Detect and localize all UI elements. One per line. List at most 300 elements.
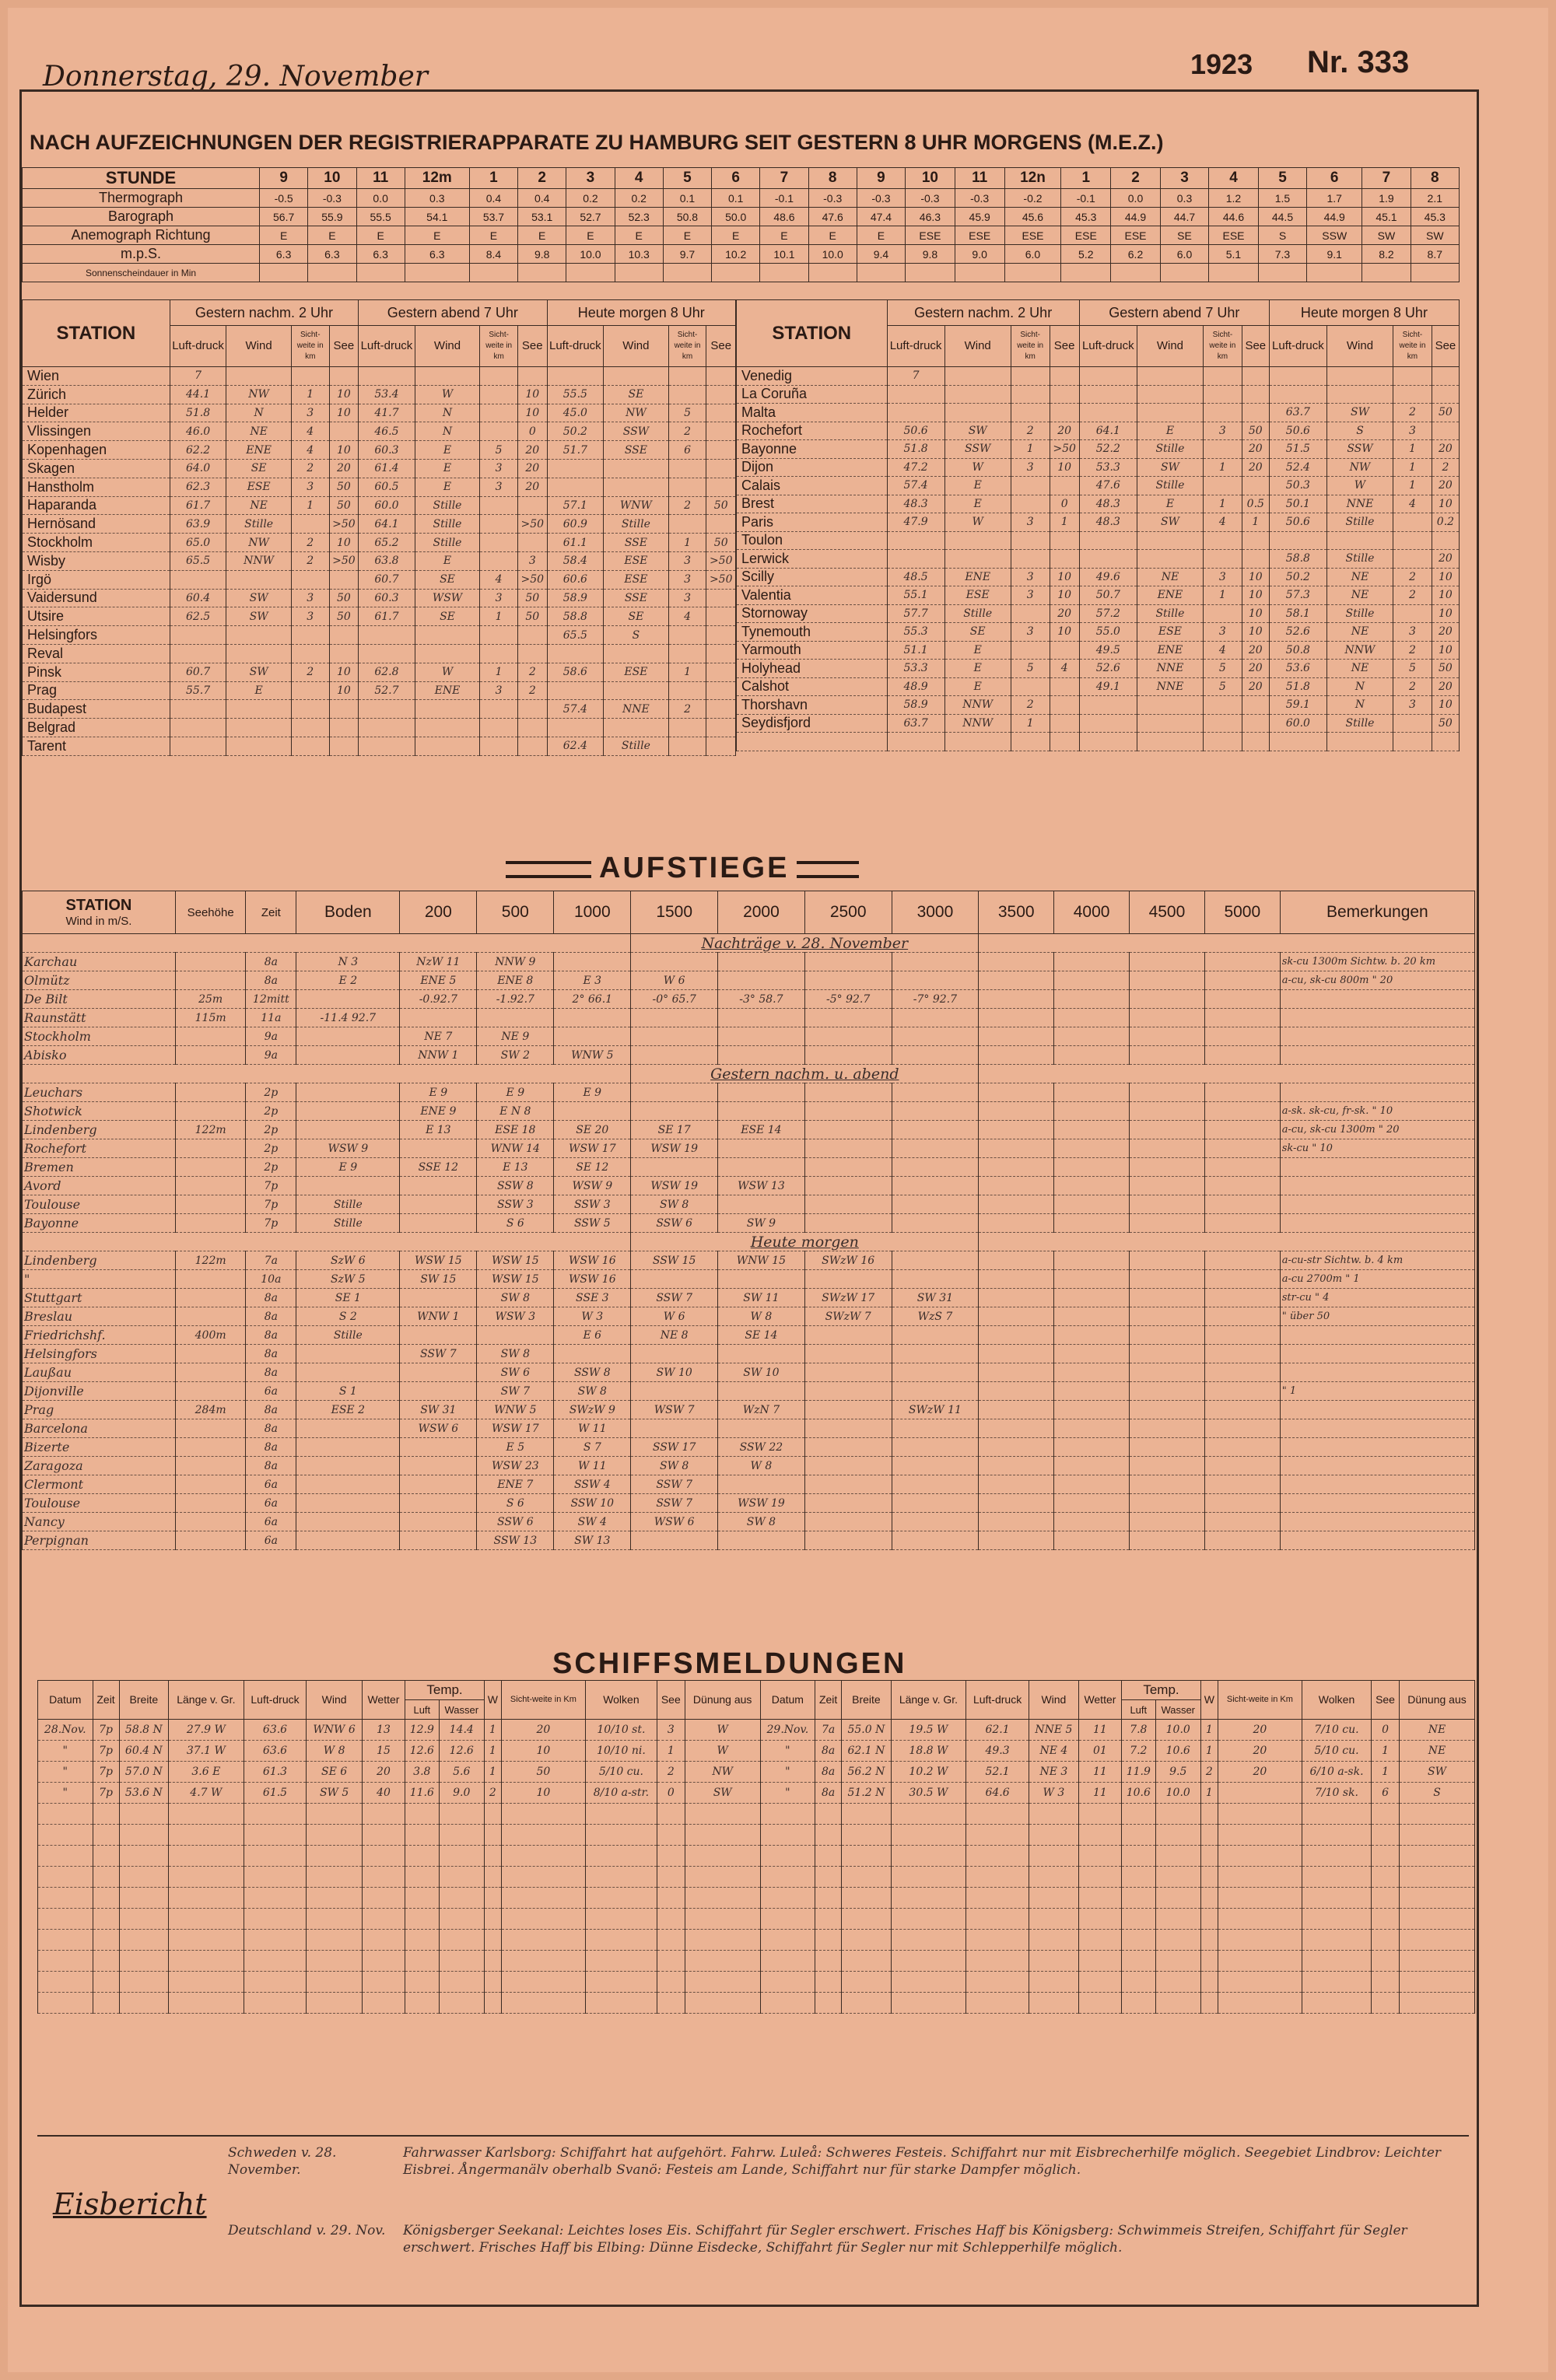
ascent-value [804, 1494, 892, 1513]
ascent-value: SSW 6 [477, 1513, 554, 1531]
station-value [1137, 714, 1203, 733]
station-value [706, 719, 736, 737]
station-value [415, 737, 479, 755]
ascent-value [631, 1102, 718, 1121]
station-value: 57.4 [887, 477, 944, 495]
ship-value: 27.9 W [169, 1720, 244, 1741]
station-value [604, 644, 668, 663]
barograph-cell: 46.3 [906, 208, 955, 226]
barograph-cell: 56.7 [260, 208, 308, 226]
station-value [480, 737, 518, 755]
station-value: 60.3 [359, 441, 415, 460]
ascent-value: NE 8 [631, 1326, 718, 1345]
station-name: Skagen [23, 459, 170, 478]
station-value [1242, 696, 1269, 715]
richtung-cell: S [1258, 226, 1306, 245]
column-sub-header: Sicht-weite in km [1011, 326, 1050, 367]
station-row [737, 660, 1460, 678]
ship-value [760, 1951, 815, 1972]
ship-value: " [760, 1783, 815, 1804]
richtung-cell: E [469, 226, 517, 245]
ship-value: 14.4 [439, 1720, 484, 1741]
station-value: E [944, 477, 1011, 495]
ascent-value [400, 1009, 477, 1027]
station-value: Stille [1326, 513, 1393, 532]
thermograph-cell: 0.3 [1160, 189, 1208, 208]
ascent-value: W 8 [718, 1307, 805, 1326]
ascent-value: Stille [296, 1195, 400, 1214]
handwritten-date: Donnerstag, 29. November [43, 61, 428, 93]
ship-value [38, 1825, 93, 1846]
sunshine-cell [808, 264, 857, 282]
ship-value: 37.1 W [169, 1741, 244, 1762]
station-value: 48.5 [887, 568, 944, 586]
station-value [518, 700, 547, 719]
ascent-value: -7° 92.7 [892, 990, 979, 1009]
ascent-remark: a-cu-str Sichtw. b. 4 km [1280, 1251, 1474, 1270]
station-row [23, 607, 736, 626]
ascent-value: SW 9 [718, 1214, 805, 1233]
thermograph-cell: 0.3 [405, 189, 469, 208]
station-value: 1 [1393, 440, 1432, 459]
ascent-station: Breslau [23, 1307, 176, 1326]
ship-value [586, 1804, 657, 1825]
station-value: 1 [1011, 714, 1050, 733]
ship-value [1372, 1888, 1400, 1909]
ship-value: 6 [1372, 1783, 1400, 1804]
ascent-value [1054, 1121, 1130, 1139]
ship-value: 13 [362, 1720, 405, 1741]
ascent-value [979, 1027, 1054, 1046]
station-value: ENE [944, 568, 1011, 586]
ship-value [1372, 1846, 1400, 1867]
station-value [329, 626, 358, 645]
ship-value [1122, 1867, 1155, 1888]
station-value: SW [944, 422, 1011, 440]
thermograph-label: Thermograph [23, 189, 260, 208]
ascent-value: SSE 12 [400, 1158, 477, 1177]
ascent-row [23, 1158, 1475, 1177]
station-value [518, 534, 547, 552]
ship-value [244, 1993, 307, 2014]
station-value: 49.6 [1079, 568, 1137, 586]
ascent-elevation [175, 1102, 245, 1121]
station-value [1269, 367, 1326, 386]
station-value: 20 [1432, 677, 1459, 696]
ascent-remark: a-cu, sk-cu 1300m " 20 [1280, 1121, 1474, 1139]
ship-value [1302, 1972, 1371, 1993]
ascent-value [804, 1046, 892, 1065]
hour-cell: 2 [1111, 168, 1161, 189]
ascent-value [1054, 1326, 1130, 1345]
ascent-value [631, 1046, 718, 1065]
station-value: 10 [1432, 604, 1459, 623]
ship-value: 6/10 a-sk. [1302, 1762, 1371, 1783]
ship-value [815, 1804, 842, 1825]
ascent-value [1204, 1195, 1280, 1214]
ice-report-label: Eisbericht [53, 2187, 207, 2221]
ascent-value [804, 1475, 892, 1494]
station-value [1011, 385, 1050, 404]
ship-value [1155, 1930, 1200, 1951]
ascent-value: WSW 19 [631, 1139, 718, 1158]
ship-value [1218, 1888, 1302, 1909]
ship-col-header: Breite [842, 1681, 892, 1720]
station-value: N [1326, 696, 1393, 715]
ship-value: 10.6 [1122, 1783, 1155, 1804]
ship-col-header: Zeit [815, 1681, 842, 1720]
ascent-row [23, 1289, 1475, 1307]
ship-value [842, 1909, 892, 1930]
ascent-value [400, 1326, 477, 1345]
ascent-station: Nancy [23, 1513, 176, 1531]
ship-col-header: Sicht-weite in Km [501, 1681, 585, 1720]
richtung-cell: ESE [1004, 226, 1061, 245]
station-row [737, 641, 1460, 660]
ascent-value: SW 15 [400, 1270, 477, 1289]
station-value: 53.6 [1269, 660, 1326, 678]
station-name: Belgrad [23, 719, 170, 737]
station-row [737, 550, 1460, 569]
station-value: 58.8 [547, 607, 604, 626]
sunshine-cell [760, 264, 808, 282]
station-row [737, 568, 1460, 586]
ship-value [484, 1972, 501, 1993]
ship-value: 7a [815, 1720, 842, 1741]
station-value: SE [226, 459, 291, 478]
station-value: ENE [1137, 641, 1203, 660]
ascent-value [1204, 1531, 1280, 1550]
ship-value [685, 1888, 760, 1909]
ship-value [1218, 1993, 1302, 2014]
station-value: 20 [1242, 677, 1269, 696]
hour-cell: 6 [1307, 168, 1362, 189]
ship-value [93, 1930, 119, 1951]
ship-value: 56.2 N [842, 1762, 892, 1783]
ascent-row [23, 1102, 1475, 1121]
ship-value [1122, 1909, 1155, 1930]
station-value: 57.4 [547, 700, 604, 719]
ascent-value: NNW 1 [400, 1046, 477, 1065]
ascent-time: 10a [246, 1270, 296, 1289]
station-value [1050, 714, 1079, 733]
station-value: 3 [1011, 513, 1050, 532]
ship-value: 20 [501, 1720, 585, 1741]
ascent-station: Perpignan [23, 1531, 176, 1550]
ascent-value [979, 1326, 1054, 1345]
station-name: Toulon [737, 531, 888, 550]
station-value: 55.0 [1079, 623, 1137, 642]
hour-cell: 5 [1258, 168, 1306, 189]
ascent-value [892, 1009, 979, 1027]
station-value: SSE [604, 534, 668, 552]
aufstiege-table [22, 891, 1475, 1550]
station-value: 3 [480, 589, 518, 607]
ship-value: 01 [1078, 1741, 1121, 1762]
time-group-header: Gestern nachm. 2 Uhr [887, 300, 1079, 326]
time-group-header: Gestern nachm. 2 Uhr [170, 300, 358, 326]
station-value: S [604, 626, 668, 645]
station-value [1079, 385, 1137, 404]
column-sub-header: Wind [1137, 326, 1203, 367]
ship-col-header: Breite [119, 1681, 169, 1720]
station-value [1242, 714, 1269, 733]
station-value [668, 719, 706, 737]
station-value: 52.6 [1079, 660, 1137, 678]
ship-value [657, 1909, 685, 1930]
ascent-value [554, 1102, 631, 1121]
ascent-value [1130, 1307, 1205, 1326]
thermograph-row [23, 189, 1460, 208]
ascent-value [1130, 1475, 1205, 1494]
station-value: 55.1 [887, 586, 944, 605]
column-sub-header: Sicht-weite in km [480, 326, 518, 367]
ship-value: 3.8 [405, 1762, 439, 1783]
station-value: 1 [1204, 586, 1242, 605]
station-value: 52.6 [1269, 623, 1326, 642]
ship-value [586, 1951, 657, 1972]
thermograph-cell: 0.1 [712, 189, 760, 208]
station-value: W [415, 385, 479, 404]
time-group-header: Gestern abend 7 Uhr [359, 300, 547, 326]
ship-value [1029, 1867, 1079, 1888]
ship-value [1200, 1846, 1218, 1867]
thermograph-cell: 0.2 [615, 189, 663, 208]
station-value [1432, 733, 1459, 751]
ascent-row [23, 1326, 1475, 1345]
station-value: 10 [1050, 623, 1079, 642]
sunshine-cell [663, 264, 711, 282]
station-value: 47.2 [887, 458, 944, 477]
station-value: 10 [329, 385, 358, 404]
mps-cell: 9.8 [906, 245, 955, 264]
ship-value [1155, 1825, 1200, 1846]
ascent-value: ENE 9 [400, 1102, 477, 1121]
ship-value [966, 1993, 1029, 2014]
station-value: 10 [1242, 586, 1269, 605]
ship-row [38, 1762, 1475, 1783]
ship-value: 20 [1218, 1741, 1302, 1762]
ship-value [169, 1930, 244, 1951]
richtung-cell: E [260, 226, 308, 245]
station-value: 46.5 [359, 422, 415, 441]
ship-value [93, 1804, 119, 1825]
station-value [944, 404, 1011, 422]
ship-value: 8a [815, 1741, 842, 1762]
temp-sub-header: Wasser [1155, 1700, 1200, 1720]
ship-value [307, 1804, 362, 1825]
station-value: 51.1 [887, 641, 944, 660]
ascent-value [979, 1419, 1054, 1438]
ascent-value: SSW 5 [554, 1214, 631, 1233]
hour-cell: 4 [1209, 168, 1259, 189]
ascent-elevation: 122m [175, 1121, 245, 1139]
station-value: 5 [1011, 660, 1050, 678]
mps-cell: 9.1 [1307, 245, 1362, 264]
station-value: NNW [1326, 641, 1393, 660]
station-value: 50.6 [887, 422, 944, 440]
station-value [706, 663, 736, 681]
ascent-value [804, 953, 892, 971]
station-value: Stille [415, 496, 479, 515]
station-row [23, 719, 736, 737]
ship-value [501, 1930, 585, 1951]
station-name: Tynemouth [737, 623, 888, 642]
station-value: 3 [480, 459, 518, 478]
ship-value [1029, 1804, 1079, 1825]
ship-value [685, 1867, 760, 1888]
ascent-remark: a-sk. sk-cu, fr-sk. " 10 [1280, 1102, 1474, 1121]
ascent-value: SW 10 [631, 1363, 718, 1382]
station-value: Stille [226, 515, 291, 534]
ascent-value [1204, 1139, 1280, 1158]
station-value [668, 681, 706, 700]
station-value: 48.3 [1079, 513, 1137, 532]
ascent-value [400, 1438, 477, 1457]
ascent-station: Olmütz [23, 971, 176, 990]
sunshine-label: Sonnenscheindauer in Min [23, 264, 260, 282]
ship-value [169, 1993, 244, 2014]
station-value: 10 [1242, 604, 1269, 623]
ascent-value [400, 1214, 477, 1233]
stations-left-table [22, 299, 736, 756]
ascent-value: SWzW 7 [804, 1307, 892, 1326]
ship-value: 7/10 cu. [1302, 1720, 1371, 1741]
ascent-value [718, 1158, 805, 1177]
ship-value [1155, 1846, 1200, 1867]
ship-value [439, 1846, 484, 1867]
station-value [547, 681, 604, 700]
ship-value [405, 1951, 439, 1972]
station-name: Dijon [737, 458, 888, 477]
station-value: 65.5 [170, 551, 226, 570]
station-value: N [1326, 677, 1393, 696]
ascent-value: WzS 7 [892, 1307, 979, 1326]
ascent-value [1130, 1083, 1205, 1102]
title-rule-left [506, 861, 591, 878]
ascent-value [400, 1475, 477, 1494]
mps-cell: 5.1 [1209, 245, 1259, 264]
ascent-remark [1280, 1531, 1474, 1550]
ascent-row [23, 1195, 1475, 1214]
ascent-value [296, 1419, 400, 1438]
richtung-cell: E [808, 226, 857, 245]
station-value [480, 385, 518, 404]
ascent-value [804, 1158, 892, 1177]
ship-value: 1 [1372, 1741, 1400, 1762]
station-value: SW [226, 663, 291, 681]
station-value [1050, 477, 1079, 495]
ascent-time: 6a [246, 1382, 296, 1401]
richtung-cell: E [356, 226, 405, 245]
ascent-remark: sk-cu 1300m Sichtw. b. 20 km [1280, 953, 1474, 971]
station-value: 10 [1242, 568, 1269, 586]
ship-value: 10.2 W [891, 1762, 965, 1783]
station-name: Prag [23, 681, 170, 700]
station-value [668, 385, 706, 404]
ascent-remark [1280, 1177, 1474, 1195]
station-value: 2 [668, 422, 706, 441]
richtung-cell: SW [1411, 226, 1459, 245]
station-value [518, 496, 547, 515]
hour-cell: 12m [405, 168, 469, 189]
ascent-row [23, 1139, 1475, 1158]
barograph-cell: 50.0 [712, 208, 760, 226]
ship-col-header: Wind [307, 1681, 362, 1720]
ascent-value [979, 1307, 1054, 1326]
hour-cell: 1 [469, 168, 517, 189]
station-row [23, 385, 736, 404]
station-value: 62.3 [170, 478, 226, 496]
ascent-station: Abisko [23, 1046, 176, 1065]
hour-cell: 10 [906, 168, 955, 189]
ship-value [169, 1825, 244, 1846]
ship-value [1029, 1825, 1079, 1846]
station-value: 50.8 [1269, 641, 1326, 660]
ascent-row [23, 1270, 1475, 1289]
station-value [1050, 404, 1079, 422]
ascent-value: SSW 7 [400, 1345, 477, 1363]
ascent-value [400, 1457, 477, 1475]
ascent-value [1204, 953, 1280, 971]
registration-table [22, 167, 1460, 282]
ascent-value [400, 1531, 477, 1550]
station-value: 1 [1393, 477, 1432, 495]
station-name: Holyhead [737, 660, 888, 678]
ascent-value [1130, 1513, 1205, 1531]
ship-value [1029, 1846, 1079, 1867]
ascent-elevation [175, 1494, 245, 1513]
mps-cell: 9.7 [663, 245, 711, 264]
station-value [1393, 714, 1432, 733]
station-value: 62.5 [170, 607, 226, 626]
ship-value [1218, 1951, 1302, 1972]
ship-value [244, 1846, 307, 1867]
ship-col-header: Dünung aus [1400, 1681, 1475, 1720]
station-value: 0 [518, 422, 547, 441]
station-value [226, 367, 291, 386]
mps-cell: 8.2 [1362, 245, 1411, 264]
ascent-time: 2p [246, 1121, 296, 1139]
station-value: ESE [604, 551, 668, 570]
ascent-row [23, 953, 1475, 971]
ascent-value [1204, 1046, 1280, 1065]
station-value: 1 [1011, 440, 1050, 459]
ship-value [1372, 1825, 1400, 1846]
station-value [359, 737, 415, 755]
ship-value [657, 1951, 685, 1972]
ascent-elevation [175, 971, 245, 990]
station-value: Stille [1326, 604, 1393, 623]
ascent-elevation [175, 1531, 245, 1550]
station-value: 20 [1050, 604, 1079, 623]
station-value [887, 550, 944, 569]
ship-value [405, 1972, 439, 1993]
station-value: 57.1 [547, 496, 604, 515]
temp-group-header: Temp. [405, 1681, 485, 1700]
ship-value: 11.9 [1122, 1762, 1155, 1783]
station-value: 51.8 [170, 404, 226, 422]
temp-sub-header: Wasser [439, 1700, 484, 1720]
richtung-cell: E [615, 226, 663, 245]
station-value: 2 [1393, 641, 1432, 660]
ascent-row [23, 1027, 1475, 1046]
station-value [170, 626, 226, 645]
ascent-time: 9a [246, 1046, 296, 1065]
ascent-value: W 3 [554, 1307, 631, 1326]
ascent-value [477, 1009, 554, 1027]
station-value [706, 515, 736, 534]
